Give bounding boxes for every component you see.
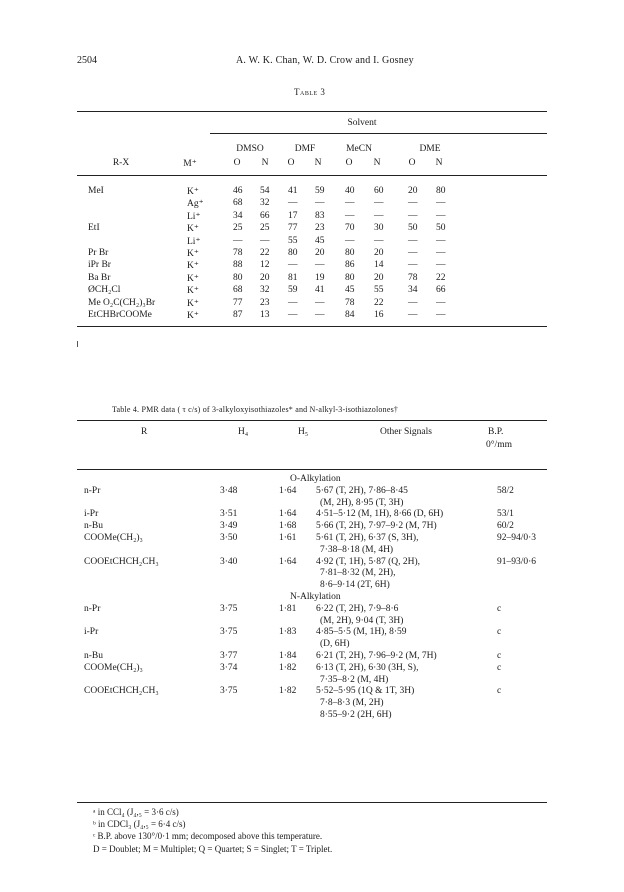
table4-h4-cell: 3·75 <box>220 603 238 614</box>
table3-value-cell: 12 <box>260 260 270 271</box>
table4-column-header: 0°/mm <box>486 440 512 450</box>
table3-value-cell: 50 <box>436 223 446 234</box>
table3-value-cell: — <box>436 235 446 246</box>
table3-value-cell: 80 <box>345 272 355 283</box>
table3-column-header: N <box>314 158 322 168</box>
table3-rx-cell: iPr Br <box>88 260 111 271</box>
table3-title: Table 3 <box>294 87 326 97</box>
table4-bp-cell: c <box>497 662 502 673</box>
table4-signal-line: 5·66 (T, 2H), 7·97–9·2 (M, 7H) <box>316 521 437 532</box>
running-head-authors: A. W. K. Chan, W. D. Crow and I. Gosney <box>236 55 414 66</box>
table3-rx-cell: Ba Br <box>88 272 111 283</box>
table4-h4-cell: 3·40 <box>220 556 238 567</box>
table3-column-header: O <box>287 158 295 168</box>
table4-r-cell: i-Pr <box>84 627 99 638</box>
table3-top-rule <box>77 111 547 112</box>
table3-value-cell: — <box>315 198 325 209</box>
table3-column-header: R-X <box>112 158 130 168</box>
table3-value-cell: — <box>374 198 384 209</box>
table3-cation-cell: Li⁺ <box>187 211 201 222</box>
table4-h4-cell: 3·77 <box>220 651 238 661</box>
table3-value-cell: 55 <box>288 235 298 246</box>
table4-r-cell: n-Bu <box>84 521 103 532</box>
table3-value-cell: 55 <box>374 285 384 296</box>
table3-value-cell: 30 <box>374 223 384 234</box>
table3-value-cell: — <box>436 210 446 221</box>
table4-bp-cell: 58/2 <box>497 485 514 496</box>
table4-signal-line: 6·13 (T, 2H), 6·30 (3H, S), <box>316 662 419 673</box>
table4-signal-line: 5·67 (T, 2H), 7·86–8·45 <box>316 485 408 496</box>
solvent-group-header: MeCN <box>346 144 372 154</box>
table3-value-cell: 41 <box>288 186 298 196</box>
table4-h4-cell: 3·75 <box>220 627 238 638</box>
table3-value-cell: 84 <box>345 310 355 320</box>
table3-value-cell: 22 <box>260 248 270 258</box>
table3-corner-mark <box>77 341 78 347</box>
footnote: ᶜ B.P. above 130°/0·1 mm; decomposed above this temperature. <box>93 831 323 842</box>
table4-header-rule <box>77 469 547 470</box>
table3-value-cell: 50 <box>408 223 418 234</box>
table4-signal-line: 4·92 (T, 1H), 5·87 (Q, 2H), <box>316 556 421 567</box>
table4-column-header: Other Signals <box>380 427 432 437</box>
table3-column-header: N <box>435 158 443 168</box>
table3-value-cell: — <box>260 235 270 246</box>
table4-signal-line: 8·55–9·2 (2H, 6H) <box>320 710 392 720</box>
table4-h5-cell: 1·82 <box>279 662 297 673</box>
table3-rx-cell: Me O₂C(CH₂)₃Br <box>88 297 156 308</box>
table3-value-cell: — <box>436 248 446 258</box>
table4-h5-cell: 1·68 <box>279 521 297 532</box>
table4-h4-cell: 3·48 <box>220 485 238 496</box>
table3-value-cell: 88 <box>233 260 243 271</box>
table3-value-cell: — <box>345 198 355 209</box>
table3-value-cell: 14 <box>374 260 384 271</box>
table3-value-cell: — <box>436 297 446 308</box>
table3-value-cell: 80 <box>345 248 355 258</box>
table4-h4-cell: 3·74 <box>220 662 238 673</box>
table3-value-cell: — <box>315 310 325 320</box>
table3-value-cell: 19 <box>315 272 325 283</box>
table4-column-header: H₄ <box>238 427 249 437</box>
table4-h5-cell: 1·81 <box>279 603 297 614</box>
table3-value-cell: 80 <box>288 248 298 258</box>
table3-cation-cell: K⁺ <box>187 273 199 284</box>
table4-signal-line: 7·35–8·2 (M, 4H) <box>320 674 389 685</box>
table3-value-cell: 40 <box>345 186 355 196</box>
table3-value-cell: — <box>345 210 355 221</box>
table3-value-cell: 32 <box>260 285 270 296</box>
table3-cation-cell: K⁺ <box>187 224 199 235</box>
table3-value-cell: — <box>345 235 355 246</box>
table3-value-cell: 25 <box>233 223 243 234</box>
table4-signal-line: 4·85–5·5 (M, 1H), 8·59 <box>316 627 407 638</box>
table4-signal-line: 8·6–9·14 (2T, 6H) <box>320 580 390 591</box>
table4-section-label: O-Alkylation <box>290 474 341 484</box>
table3-value-cell: 20 <box>315 248 325 258</box>
table4-bp-cell: c <box>497 627 502 638</box>
table3-cation-cell: K⁺ <box>187 298 199 309</box>
table4-signal-line: 7·81–8·32 (M, 2H), <box>320 568 396 579</box>
table4-r-cell: COOEtCHCH₂CH₃ <box>84 556 159 567</box>
table3-value-cell: — <box>288 260 298 271</box>
table3-value-cell: 80 <box>233 272 243 283</box>
table3-value-cell: — <box>408 235 418 246</box>
table4-r-cell: COOMe(CH₂)₃ <box>84 533 143 543</box>
table3-value-cell: 41 <box>315 285 325 296</box>
table3-value-cell: — <box>436 310 446 320</box>
table3-value-cell: 45 <box>315 235 325 246</box>
table4-signal-line: 7·38–8·18 (M, 4H) <box>320 544 394 555</box>
table3-value-cell: 77 <box>233 297 243 308</box>
table3-value-cell: 23 <box>315 223 325 234</box>
table3-value-cell: 66 <box>260 210 270 221</box>
table3-value-cell: 54 <box>260 186 270 196</box>
table4-bottom-rule <box>77 802 547 803</box>
table4-h4-cell: 3·51 <box>220 509 238 520</box>
table4-bp-cell: 91–93/0·6 <box>497 556 537 567</box>
table3-cation-cell: K⁺ <box>187 311 199 321</box>
table3-value-cell: — <box>436 260 446 271</box>
table4-bp-cell: 53/1 <box>497 509 514 520</box>
table3-value-cell: — <box>408 198 418 209</box>
table3-value-cell: — <box>408 210 418 221</box>
table3-value-cell: 59 <box>288 285 298 296</box>
table3-column-header: N <box>261 158 269 168</box>
table4-bp-cell: c <box>497 686 502 697</box>
table3-value-cell: 34 <box>233 210 243 221</box>
table3-bottom-rule <box>77 326 547 327</box>
table3-value-cell: 78 <box>233 248 243 258</box>
table3-column-header: N <box>373 158 381 168</box>
table3-value-cell: 68 <box>233 285 243 296</box>
table4-h5-cell: 1·64 <box>279 509 297 520</box>
table3-value-cell: 32 <box>260 198 270 209</box>
table4-bp-cell: c <box>497 651 502 661</box>
table3-value-cell: — <box>288 297 298 308</box>
table3-column-header: O <box>233 158 241 168</box>
table3-rx-cell: ØCH₂Cl <box>88 285 121 296</box>
table4-column-header: B.P. <box>488 427 504 437</box>
table3-value-cell: — <box>408 248 418 258</box>
table3-value-cell: 46 <box>233 186 243 196</box>
table4-section-label: N-Alkylation <box>290 592 341 602</box>
table3-value-cell: 22 <box>374 297 384 308</box>
table3-column-header: O <box>408 158 416 168</box>
table4-h5-cell: 1·82 <box>279 686 297 697</box>
table4-r-cell: COOMe(CH₂)₃ <box>84 662 143 673</box>
table3-rx-cell: MeI <box>88 186 104 196</box>
table4-signal-line: 7·8–8·3 (M, 2H) <box>320 698 384 709</box>
table3-value-cell: — <box>408 260 418 271</box>
table4-signal-line: (D, 6H) <box>320 639 350 650</box>
table4-r-cell: n-Pr <box>84 603 101 614</box>
table3-rx-cell: EtI <box>88 223 100 234</box>
table4-title: Table 4. PMR data ( τ c/s) of 3-alkyloxyisothiazoles* and N-alkyl-3-isothiazolones† <box>112 405 399 414</box>
table4-r-cell: n-Bu <box>84 651 103 661</box>
footnote: D = Doublet; M = Multiplet; Q = Quartet; S = Singlet; T = Triplet. <box>93 843 333 854</box>
solvent-group-header: DMSO <box>236 144 264 154</box>
table4-h4-cell: 3·50 <box>220 533 238 543</box>
table3-value-cell: — <box>374 235 384 246</box>
table4-r-cell: i-Pr <box>84 509 99 520</box>
table4-column-header: R <box>141 427 148 437</box>
table4-top-rule <box>77 420 547 421</box>
table3-value-cell: 23 <box>260 297 270 308</box>
table3-value-cell: 20 <box>408 186 418 196</box>
table4-r-cell: COOEtCHCH₂CH₃ <box>84 686 159 697</box>
table3-value-cell: — <box>374 210 384 221</box>
table3-value-cell: 77 <box>288 223 298 234</box>
table3-value-cell: 60 <box>374 186 384 196</box>
table3-value-cell: 87 <box>233 310 243 320</box>
table3-value-cell: 25 <box>260 223 270 234</box>
table4-h5-cell: 1·61 <box>279 533 297 543</box>
table4-signal-line: (M, 2H), 8·95 (T, 3H) <box>320 497 404 508</box>
solvent-group-header: DME <box>419 144 441 154</box>
table3-value-cell: — <box>315 260 325 271</box>
table3-cation-cell: Ag⁺ <box>187 199 204 210</box>
table3-cation-cell: Li⁺ <box>187 236 201 247</box>
table3-value-cell: 22 <box>436 272 446 283</box>
table3-value-cell: — <box>288 198 298 209</box>
table3-cation-cell: K⁺ <box>187 261 199 272</box>
table4-signal-line: (M, 2H), 9·04 (T, 3H) <box>320 615 404 626</box>
table4-bp-cell: c <box>497 603 502 614</box>
table4-signal-line: 6·21 (T, 2H), 7·96–9·2 (M, 7H) <box>316 651 437 661</box>
table3-value-cell: 59 <box>315 186 325 196</box>
table3-column-header: M⁺ <box>183 159 197 169</box>
table3-value-cell: 13 <box>260 310 270 320</box>
table3-value-cell: — <box>233 235 243 246</box>
solvent-label: Solvent <box>347 118 377 128</box>
table3-value-cell: — <box>408 310 418 320</box>
solvent-group-header: DMF <box>294 144 316 154</box>
table3-value-cell: 34 <box>408 285 418 296</box>
table3-value-cell: 70 <box>345 223 355 234</box>
table3-value-cell: 78 <box>345 297 355 308</box>
footnote: ᵇ in CDCl₃ (J₄,₅ = 6·4 c/s) <box>93 819 186 830</box>
table3-value-cell: — <box>288 310 298 320</box>
table3-column-header: O <box>345 158 353 168</box>
table4-signal-line: 6·22 (T, 2H), 7·9–8·6 <box>316 603 399 614</box>
table4-h5-cell: 1·83 <box>279 627 297 638</box>
table3-value-cell: 86 <box>345 260 355 271</box>
table3-value-cell: 78 <box>408 272 418 283</box>
table4-signal-line: 5·61 (T, 2H), 6·37 (S, 3H), <box>316 533 419 543</box>
table3-value-cell: — <box>436 198 446 209</box>
table3-value-cell: — <box>315 297 325 308</box>
table3-value-cell: 20 <box>374 272 384 283</box>
table4-bp-cell: 60/2 <box>497 521 514 532</box>
table4-h5-cell: 1·64 <box>279 556 297 567</box>
table3-value-cell: 16 <box>374 310 384 320</box>
table4-h5-cell: 1·64 <box>279 485 297 496</box>
table4-h4-cell: 3·75 <box>220 686 238 697</box>
table3-value-cell: 20 <box>260 272 270 283</box>
table3-rx-cell: EtCHBrCOOMe <box>88 310 152 320</box>
table4-signal-line: 5·52–5·95 (1Q & 1T, 3H) <box>316 686 415 697</box>
table4-signal-line: 4·51–5·12 (M, 1H), 8·66 (D, 6H) <box>316 509 444 520</box>
table4-column-header: H₅ <box>298 427 309 437</box>
table3-value-cell: 66 <box>436 285 446 296</box>
table3-rx-cell: Pr Br <box>88 248 109 258</box>
table4-h4-cell: 3·49 <box>220 521 238 532</box>
table3-value-cell: — <box>408 297 418 308</box>
table3-value-cell: 20 <box>374 248 384 258</box>
page-number: 2504 <box>77 55 97 66</box>
table4-h5-cell: 1·84 <box>279 651 297 661</box>
table3-value-cell: 68 <box>233 198 243 209</box>
table3-cation-cell: K⁺ <box>187 286 199 297</box>
table3-value-cell: 80 <box>436 186 446 196</box>
table4-r-cell: n-Pr <box>84 485 101 496</box>
table3-value-cell: 81 <box>288 272 298 283</box>
table3-cation-cell: K⁺ <box>187 249 199 259</box>
table4-bp-cell: 92–94/0·3 <box>497 533 537 543</box>
table3-value-cell: 83 <box>315 210 325 221</box>
table3-value-cell: 17 <box>288 210 298 221</box>
table3-solvent-rule <box>210 133 547 134</box>
table3-header-rule <box>77 175 547 176</box>
table3-value-cell: 45 <box>345 285 355 296</box>
footnote: ᵃ in CCl₄ (J₄,₅ = 3·6 c/s) <box>93 807 179 817</box>
table3-cation-cell: K⁺ <box>187 187 199 197</box>
